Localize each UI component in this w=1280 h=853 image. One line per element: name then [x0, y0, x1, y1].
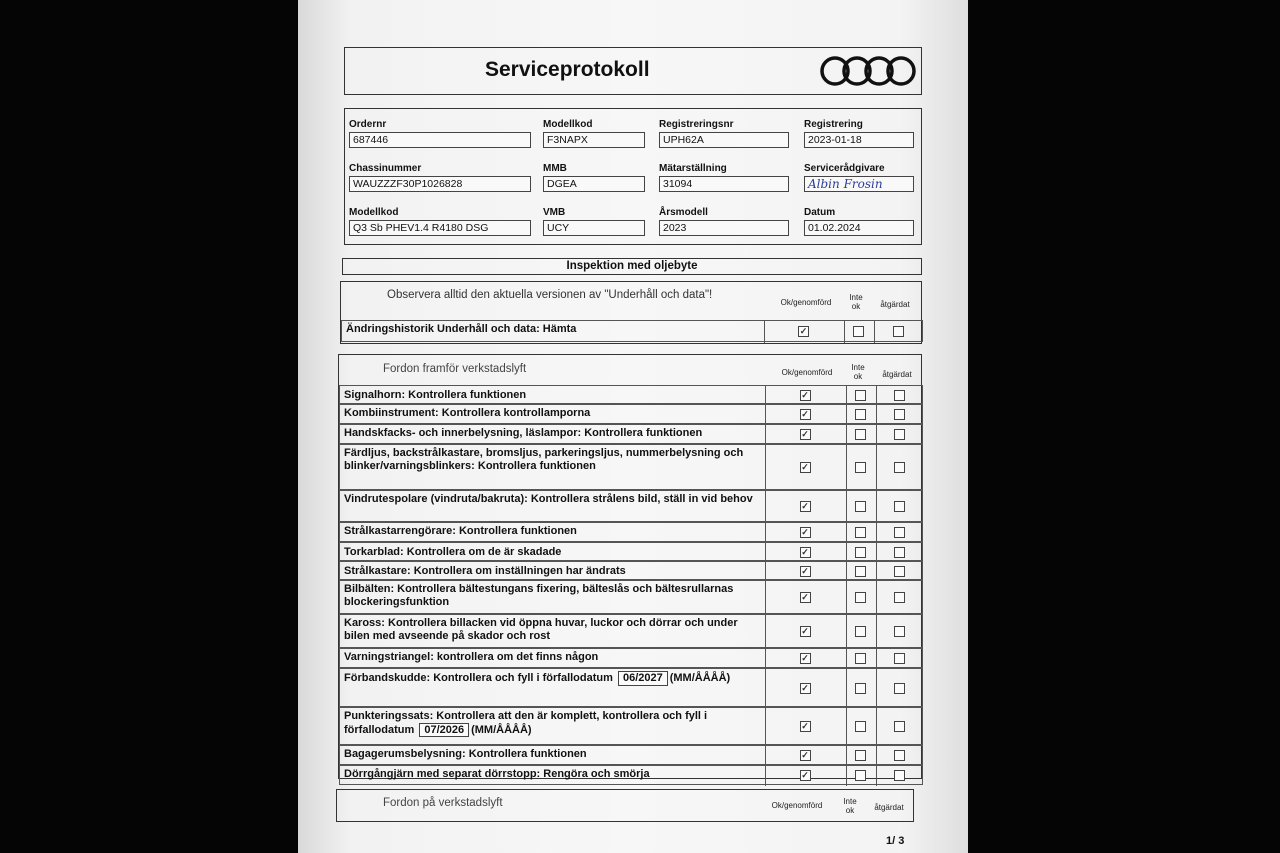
column-divider	[846, 766, 847, 786]
ok-checkbox[interactable]: ✓	[801, 409, 809, 419]
column-divider	[844, 321, 845, 343]
column-divider	[765, 425, 766, 445]
expiry-date-field[interactable]: 07/2026	[419, 723, 469, 738]
field-value[interactable]: 687446	[349, 132, 531, 148]
checklist-row	[339, 424, 923, 444]
column-divider	[876, 405, 877, 425]
checklist-item-text: Bagagerumsbelysning: Kontrollera funktionen	[344, 748, 587, 760]
column-divider	[765, 543, 766, 562]
column-divider	[765, 562, 766, 581]
not-ok-checkbox[interactable]	[855, 653, 866, 664]
column-divider	[846, 581, 847, 615]
field-label: Mätarställning	[659, 163, 727, 174]
column-divider	[846, 708, 847, 746]
expiry-date-field[interactable]: 06/2027	[618, 671, 668, 686]
column-divider	[846, 425, 847, 445]
checklist-row	[339, 707, 923, 745]
col-fixed: åtgärdat	[880, 300, 910, 309]
field-value[interactable]: Q3 Sb PHEV1.4 R4180 DSG	[349, 220, 531, 236]
col-not-ok	[841, 293, 871, 311]
field-label: Servicerådgivare	[804, 163, 885, 174]
checklist-row	[339, 404, 923, 424]
col-not-ok-3	[835, 797, 865, 815]
field-label: Registrering	[804, 119, 863, 130]
ok-checkbox[interactable]: ✓	[801, 462, 809, 472]
field-value[interactable]: DGEA	[543, 176, 645, 192]
section-vehicle-on-lift	[336, 789, 914, 822]
not-ok-checkbox[interactable]	[855, 592, 866, 603]
field-label: Årsmodell	[659, 207, 708, 218]
column-divider	[876, 615, 877, 649]
not-ok-checkbox[interactable]	[855, 547, 866, 558]
title-box	[344, 47, 922, 95]
not-ok-checkbox[interactable]	[855, 429, 866, 440]
ok-checkbox[interactable]: ✓	[801, 527, 809, 537]
column-divider	[846, 649, 847, 669]
ok-checkbox[interactable]: ✓	[801, 501, 809, 511]
field-value[interactable]: F3NAPX	[543, 132, 645, 148]
page-title: Serviceprotokoll	[485, 58, 650, 81]
ok-checkbox[interactable]: ✓	[801, 750, 809, 760]
column-divider	[846, 562, 847, 581]
not-ok-checkbox[interactable]	[855, 501, 866, 512]
column-divider	[874, 321, 875, 343]
fixed-checkbox[interactable]	[894, 721, 905, 732]
fixed-checkbox[interactable]	[893, 326, 904, 337]
column-divider	[765, 491, 766, 523]
item-text-after: (MM/ÅÅÅÅ)	[669, 672, 731, 684]
field-value[interactable]: Albin Frosin	[804, 176, 914, 192]
column-divider	[876, 766, 877, 786]
col-not-ok-2	[843, 363, 873, 381]
column-divider	[846, 491, 847, 523]
ok-checkbox[interactable]: ✓	[801, 721, 809, 731]
fixed-checkbox[interactable]	[894, 429, 905, 440]
fixed-checkbox[interactable]	[894, 462, 905, 473]
checklist-item-text	[344, 710, 759, 737]
ok-checkbox[interactable]: ✓	[801, 682, 809, 693]
column-divider	[876, 649, 877, 669]
column-divider	[876, 669, 877, 708]
column-divider	[876, 425, 877, 445]
column-divider	[846, 669, 847, 708]
checklist-row	[341, 320, 923, 342]
ok-checkbox[interactable]: ✓	[801, 592, 809, 602]
checklist-item-text: Bilbälten: Kontrollera bältestungans fixering, bälteslås och bältesrullarnas blockeringsfunktion	[344, 583, 734, 608]
checklist-row	[339, 668, 923, 707]
checklist-item-text: Strålkastare: Kontrollera om inställningen har ändrats	[344, 564, 626, 577]
fixed-checkbox[interactable]	[894, 653, 905, 664]
fixed-checkbox[interactable]	[894, 750, 905, 761]
ok-checkbox[interactable]: ✓	[801, 626, 809, 636]
checklist-item-text: Dörrgångjärn med separat dörrstopp: Rengöra och smörja	[344, 768, 650, 780]
not-ok-checkbox[interactable]	[855, 566, 866, 577]
service-protocol-sheet	[298, 0, 968, 853]
item-text-after: (MM/ÅÅÅÅ)	[471, 723, 532, 736]
section1-title: Observera alltid den aktuella versionen av "Underhåll och data"!	[387, 289, 713, 301]
checklist-item-text: Torkarblad: Kontrollera om de är skadade	[344, 545, 562, 558]
checklist-row	[339, 614, 923, 648]
fixed-checkbox[interactable]	[894, 770, 905, 781]
fixed-checkbox[interactable]	[894, 626, 905, 637]
field-label: Modellkod	[349, 207, 399, 218]
not-ok-checkbox[interactable]	[855, 750, 866, 761]
section-vehicle-front	[338, 354, 922, 779]
section2-title: Fordon framför verkstadslyft	[383, 363, 527, 375]
fixed-checkbox[interactable]	[894, 501, 905, 512]
ok-checkbox[interactable]: ✓	[801, 770, 809, 780]
checklist-item-text	[344, 671, 759, 686]
ok-checkbox[interactable]: ✓	[801, 389, 809, 400]
column-divider	[846, 445, 847, 491]
column-divider	[765, 405, 766, 425]
checklist-row	[339, 522, 923, 542]
not-ok-checkbox[interactable]	[855, 390, 866, 401]
column-divider	[846, 405, 847, 425]
column-divider	[876, 386, 877, 405]
col-fixed-2: åtgärdat	[882, 370, 912, 379]
not-ok-checkbox[interactable]	[855, 626, 866, 637]
checklist-row	[339, 561, 923, 580]
column-divider	[876, 581, 877, 615]
column-divider	[846, 746, 847, 766]
column-divider	[765, 445, 766, 491]
column-divider	[765, 746, 766, 766]
field-label: Registreringsnr	[659, 119, 734, 130]
checklist-row	[339, 490, 923, 522]
field-label: Chassinummer	[349, 163, 422, 174]
not-ok-checkbox[interactable]	[855, 527, 866, 538]
checklist-row	[339, 765, 923, 785]
col-not-ok-line1: Inte	[849, 293, 863, 302]
service-type: Inspektion med oljebyte	[566, 260, 698, 272]
not-ok-checkbox[interactable]	[855, 409, 866, 420]
ok-checkbox[interactable]: ✓	[801, 653, 809, 663]
fixed-checkbox[interactable]	[894, 527, 905, 538]
column-divider	[846, 543, 847, 562]
field-value[interactable]: UPH62A	[659, 132, 789, 148]
field-value[interactable]: 31094	[659, 176, 789, 192]
fixed-checkbox[interactable]	[894, 390, 905, 401]
column-divider	[765, 708, 766, 746]
column-divider	[876, 708, 877, 746]
col-ok-3: Ok/genomförd	[771, 801, 823, 810]
section-update-history	[340, 281, 922, 344]
column-divider	[765, 581, 766, 615]
ok-checkbox[interactable]: ✓	[801, 429, 809, 439]
column-divider	[876, 523, 877, 543]
not-ok-checkbox[interactable]	[855, 770, 866, 781]
fixed-checkbox[interactable]	[894, 566, 905, 577]
column-divider	[764, 321, 765, 343]
field-value[interactable]: UCY	[543, 220, 645, 236]
column-divider	[876, 746, 877, 766]
checklist-item-text: Strålkastarrengörare: Kontrollera funktionen	[344, 525, 577, 537]
col-fixed-3: åtgärdat	[874, 803, 904, 812]
service-type-box	[342, 258, 922, 275]
col-not-ok-3-line1: Inte	[843, 797, 857, 806]
fixed-checkbox[interactable]	[894, 409, 905, 420]
ok-checkbox[interactable]: ✓	[801, 565, 809, 576]
checklist-row	[339, 580, 923, 614]
field-label: Ordernr	[349, 119, 387, 130]
col-ok: Ok/genomförd	[780, 298, 832, 307]
column-divider	[765, 669, 766, 708]
not-ok-checkbox[interactable]	[855, 683, 866, 694]
page-number: 1/ 3	[886, 835, 905, 847]
column-divider	[846, 615, 847, 649]
column-divider	[765, 766, 766, 786]
checklist-row	[339, 648, 923, 668]
field-value[interactable]: 2023-01-18	[804, 132, 914, 148]
field-value[interactable]: 01.02.2024	[804, 220, 914, 236]
checklist-item-text: Färdljus, backstrålkastare, bromsljus, parkeringsljus, nummerbelysning och blinker/varningsblinkers: Kontrollera funktionen	[344, 447, 744, 472]
column-divider	[876, 543, 877, 562]
audi-rings-logo	[817, 54, 917, 88]
column-divider	[846, 523, 847, 543]
checklist-item-text: Vindrutespolare (vindruta/bakruta): Kontrollera strålens bild, ställ in vid behov	[344, 493, 753, 505]
not-ok-checkbox[interactable]	[853, 326, 864, 337]
col-not-ok-line2: ok	[851, 302, 861, 311]
column-divider	[876, 445, 877, 491]
col-not-ok-2-line2: ok	[853, 372, 863, 381]
checklist-item-text: Handskfacks- och innerbelysning, läslampor: Kontrollera funktionen	[344, 427, 703, 439]
field-label: MMB	[543, 163, 567, 174]
field-label: Datum	[804, 207, 836, 218]
checklist-item-text: Kaross: Kontrollera billacken vid öppna huvar, luckor och dörrar och under bilen med avseende på skador och rost	[344, 617, 738, 642]
field-label: VMB	[543, 207, 566, 218]
column-divider	[876, 491, 877, 523]
fixed-checkbox[interactable]	[894, 683, 905, 694]
checklist-item-text: Signalhorn: Kontrollera funktionen	[344, 388, 527, 401]
column-divider	[765, 523, 766, 543]
checklist-row	[339, 542, 923, 561]
not-ok-checkbox[interactable]	[855, 721, 866, 732]
column-divider	[876, 562, 877, 581]
section3-title: Fordon på verkstadslyft	[383, 797, 503, 809]
checklist-row	[339, 444, 923, 490]
field-value[interactable]: WAUZZZF30P1026828	[349, 176, 531, 192]
column-divider	[846, 386, 847, 405]
col-not-ok-3-line2: ok	[845, 806, 855, 815]
vehicle-info-box	[344, 108, 922, 245]
ok-checkbox[interactable]: ✓	[799, 326, 808, 336]
not-ok-checkbox[interactable]	[855, 462, 866, 473]
checklist-item-text: Varningstriangel: kontrollera om det finns någon	[344, 651, 599, 663]
column-divider	[765, 615, 766, 649]
checklist-item-text: Ändringshistorik Underhåll och data: Hämta	[346, 323, 577, 335]
col-not-ok-2-line1: Inte	[851, 363, 865, 372]
checklist-item-text: Kombiinstrument: Kontrollera kontrollamporna	[344, 407, 591, 419]
checklist-row	[339, 385, 923, 404]
ok-checkbox[interactable]: ✓	[801, 546, 809, 557]
field-label: Modellkod	[543, 119, 593, 130]
fixed-checkbox[interactable]	[894, 547, 905, 558]
fixed-checkbox[interactable]	[894, 592, 905, 603]
item-text-before: Punkteringssats: Kontrollera att den är komplett, kontrollera och fyll i förfallodatum	[344, 710, 708, 736]
column-divider	[765, 386, 766, 405]
field-value[interactable]: 2023	[659, 220, 789, 236]
item-text-before: Förbandskudde: Kontrollera och fyll i förfallodatum	[344, 672, 613, 684]
col-ok-2: Ok/genomförd	[781, 368, 833, 377]
checklist-row	[339, 745, 923, 765]
column-divider	[765, 649, 766, 669]
